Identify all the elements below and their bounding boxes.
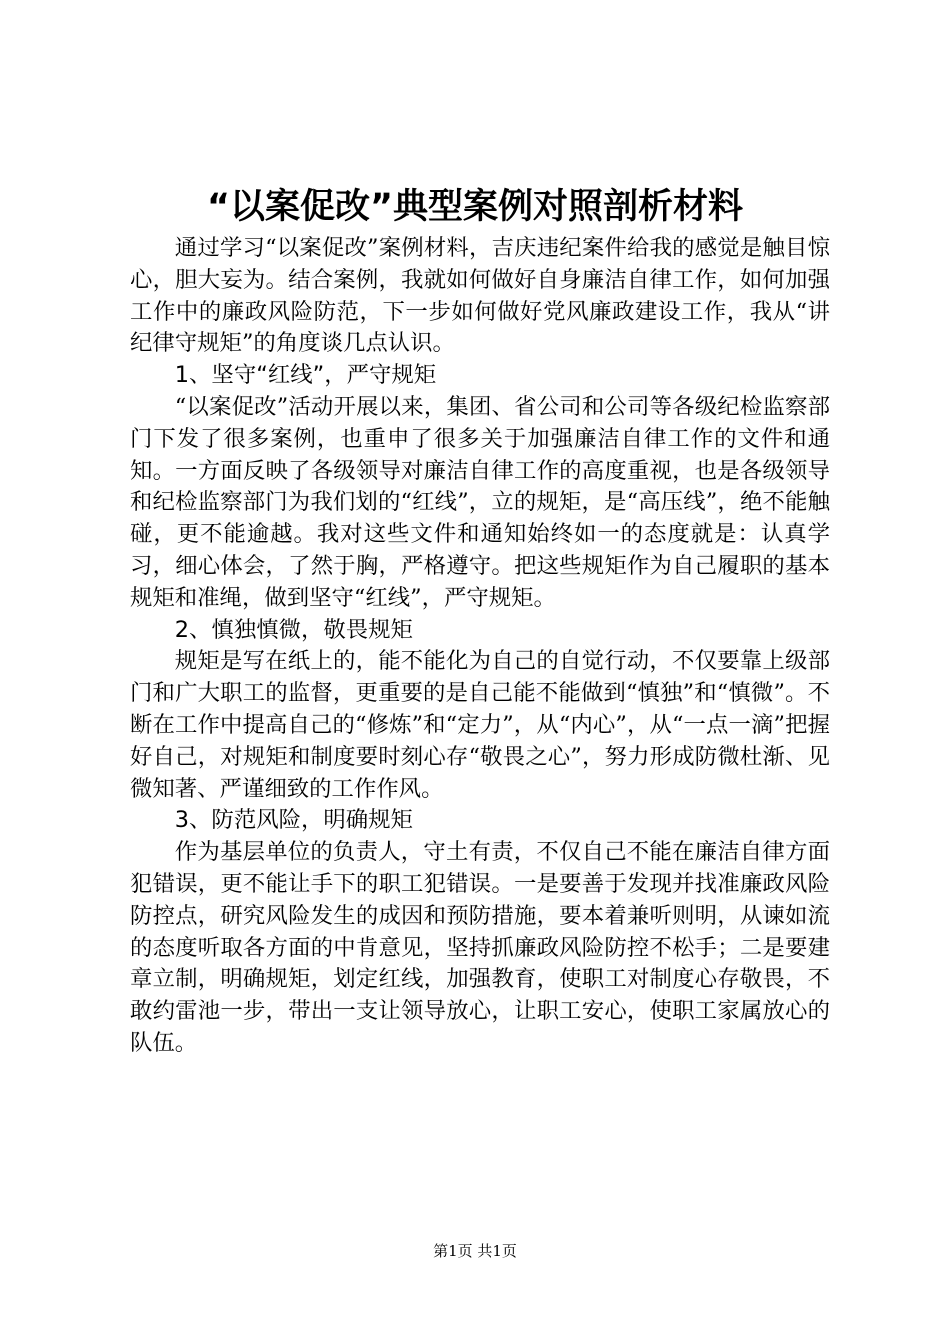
section-3-heading: 3、防范风险，明确规矩 <box>174 807 413 834</box>
section-2-heading: 2、慎独慎微，敬畏规矩 <box>174 616 413 643</box>
intro-paragraph: 通过学习“以案促改”案例材料，吉庆违纪案件给我的感觉是触目惊心，胆大妄为。结合案例，我就如何做好自身廉洁自律工作，如何加强工作中的廉政风险防范，下一步如何做好党风廉政建设工作，我从“讲纪律守规矩”的角度谈几点认识。 <box>130 235 830 357</box>
document-title: “以案促改”典型案例对照剖析材料 <box>206 187 743 227</box>
section-2-paragraph: 规矩是写在纸上的，能不能化为自己的自觉行动，不仅要靠上级部门和广大职工的监督，更重要的是自己能不能做到“慎独”和“慎微”。不断在工作中提高自己的“修炼”和“定力”，从“内心”，从“一点一滴”把握好自己，对规矩和制度要时刻心存“敬畏之心”，努力形成防微杜渐、见微知著、严谨细致的工作作风。 <box>130 648 830 802</box>
page-footer: 第1页 共1页 <box>433 1242 517 1260</box>
section-3-paragraph: 作为基层单位的负责人，守土有责，不仅自己不能在廉洁自律方面犯错误，更不能让手下的职工犯错误。一是要善于发现并找准廉政风险防控点，研究风险发生的成因和预防措施，要本着兼听则明，从谏如流的态度听取各方面的中肯意见，坚持抓廉政风险防控不松手；二是要建章立制，明确规矩，划定红线，加强教育，使职工对制度心存敬畏，不敢约雷池一步，带出一支让领导放心，让职工安心，使职工家属放心的队伍。 <box>130 839 830 1056</box>
section-1-heading: 1、坚守“红线”，严守规矩 <box>174 362 437 389</box>
section-1-paragraph: “以案促改”活动开展以来，集团、省公司和公司等各级纪检监察部门下发了很多案例，也重申了很多关于加强廉洁自律工作的文件和通知。一方面反映了各级领导对廉洁自律工作的高度重视，也是各级领导和纪检监察部门为我们划的“红线”，立的规矩，是“高压线”，绝不能触碰，更不能逾越。我对这些文件和通知始终如一的态度就是：认真学习，细心体会，了然于胸，严格遵守。把这些规矩作为自己履职的基本规矩和准绳，做到坚守“红线”，严守规矩。 <box>130 393 830 611</box>
document-body <box>130 233 830 1060</box>
